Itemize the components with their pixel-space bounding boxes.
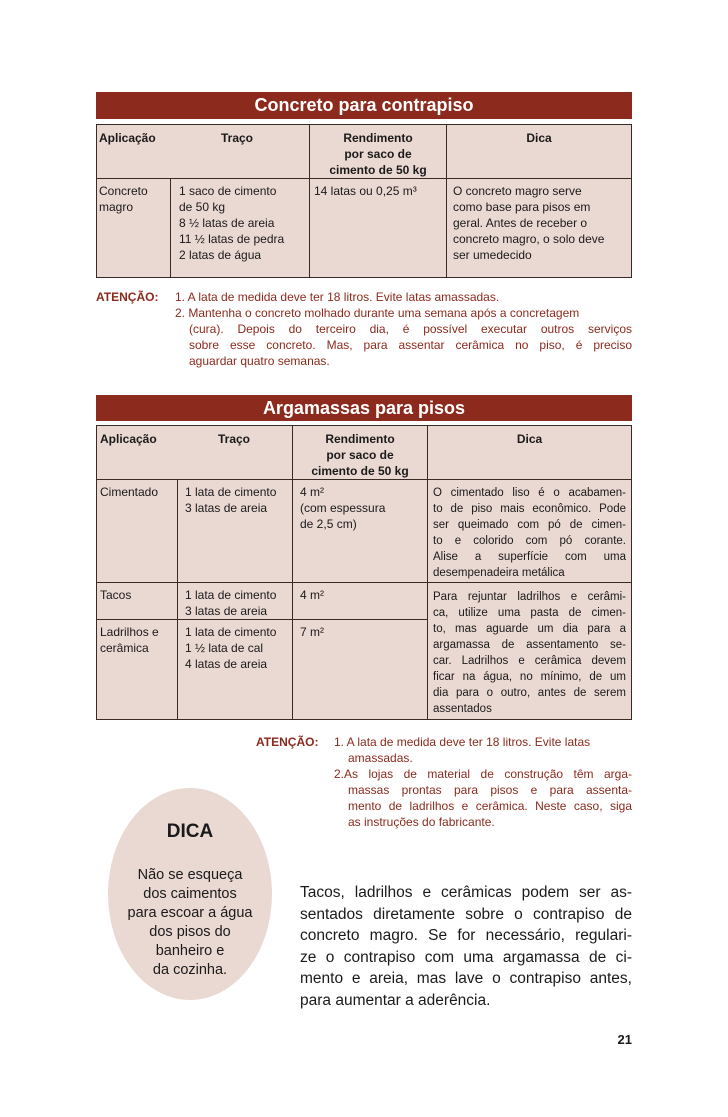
atencao1-label: ATENÇÃO: (96, 290, 159, 304)
dica-text: Não se esqueça dos caimentos para escoar a água dos pisos do banheiro e da cozinha. (127, 867, 253, 978)
cell-rendimento: 14 latas ou 0,25 m³ (314, 184, 417, 198)
cell-aplicacao-cimentado: Cimentado (100, 485, 159, 499)
page-number: 21 (617, 1032, 632, 1047)
cell-traco-tacos: 1 lata de cimento 3 latas de areia (185, 588, 277, 618)
body-paragraph: Tacos, ladrilhos e cerâmicas podem ser as- sentados diretamente sobre o contrapiso de concreto magro. Se for necessário, regulari- ze o contrapiso com uma argamassa de ci- mento e areia, mas lave o contrapiso antes, para aumentar a aderência. (300, 884, 632, 1009)
cell-aplicacao-tacos: Tacos (100, 588, 132, 602)
header-rendimento: Rendimento (325, 432, 395, 446)
cell-rendimento-ladrilhos: 7 m² (300, 625, 324, 639)
header-traco: Traço (220, 131, 253, 145)
table1 (96, 124, 632, 278)
header-traco: Traço (217, 432, 250, 446)
cell-traco-ladrilhos: 1 lata de cimento 1 ½ lata de cal 4 latas de areia (185, 625, 277, 671)
atencao1-text: 1. A lata de medida deve ter 18 litros. Evite latas amassadas. 2. Mantenha o concreto molhado durante uma semana após a concretagem (cura). Depois do terceiro dia, é possível executar outros serviços sobre esse concreto. Mas, para assentar cerâmica no piso, é preciso aguardar quatro semanas. (175, 290, 632, 368)
header-rendimento: Rendimento (343, 131, 413, 145)
header-cimento: cimento de 50 kg (311, 464, 409, 478)
atencao2-text: 1. A lata de medida deve ter 18 litros. Evite latas amassadas. 2.As lojas de material de construção têm arga- massas prontas para pisos e para assenta- mento de ladrilhos e cerâmica. Neste caso, siga as instruções do fabricante. (334, 735, 632, 829)
cell-aplicacao: Concreto magro (99, 184, 148, 214)
atencao2-label: ATENÇÃO: (256, 735, 319, 749)
cell-traco: 1 saco de cimento de 50 kg 8 ½ latas de areia 11 ½ latas de pedra 2 latas de água (179, 184, 285, 262)
header-aplicacao: Aplicação (100, 432, 157, 446)
header-cimento: cimento de 50 kg (329, 163, 427, 177)
header-por-saco: por saco de (326, 448, 394, 462)
table2 (96, 425, 632, 720)
table2-title: Argamassas para pisos (96, 395, 632, 421)
cell-rendimento-cimentado: 4 m² (com espessura de 2,5 cm) (300, 485, 386, 531)
cell-dica-cimentado: O cimentado liso é o acabamen- to de piso mais econômico. Pode ser queimado com pó de cimen- to e colorido com pó corante. Alise a superfície com uma desempenadeira metálica (433, 487, 626, 579)
header-dica: Dica (516, 432, 543, 446)
dica-title: DICA (166, 821, 214, 842)
cell-traco-cimentado: 1 lata de cimento 3 latas de areia (185, 485, 277, 515)
cell-aplicacao-ladrilhos: Ladrilhos e cerâmica (100, 625, 159, 655)
cell-dica: O concreto magro serve como base para pisos em geral. Antes de receber o concreto magro, o solo deve ser umedecido (453, 184, 605, 262)
header-por-saco: por saco de (344, 147, 412, 161)
header-aplicacao: Aplicação (99, 131, 156, 145)
cell-rendimento-tacos: 4 m² (300, 588, 324, 602)
table1-title: Concreto para contrapiso (96, 92, 632, 119)
cell-dica-tacos-ladrilhos: Para rejuntar ladrilhos e cerâmi- ca, utilize uma pasta de cimen- to, mas aguarde um dia para a argamassa de assentamento se- car. Ladrilhos e cerâmica devem ficar na água, no mínimo, de um dia para o outro, antes de serem assentados (433, 591, 626, 715)
header-dica: Dica (526, 131, 552, 145)
